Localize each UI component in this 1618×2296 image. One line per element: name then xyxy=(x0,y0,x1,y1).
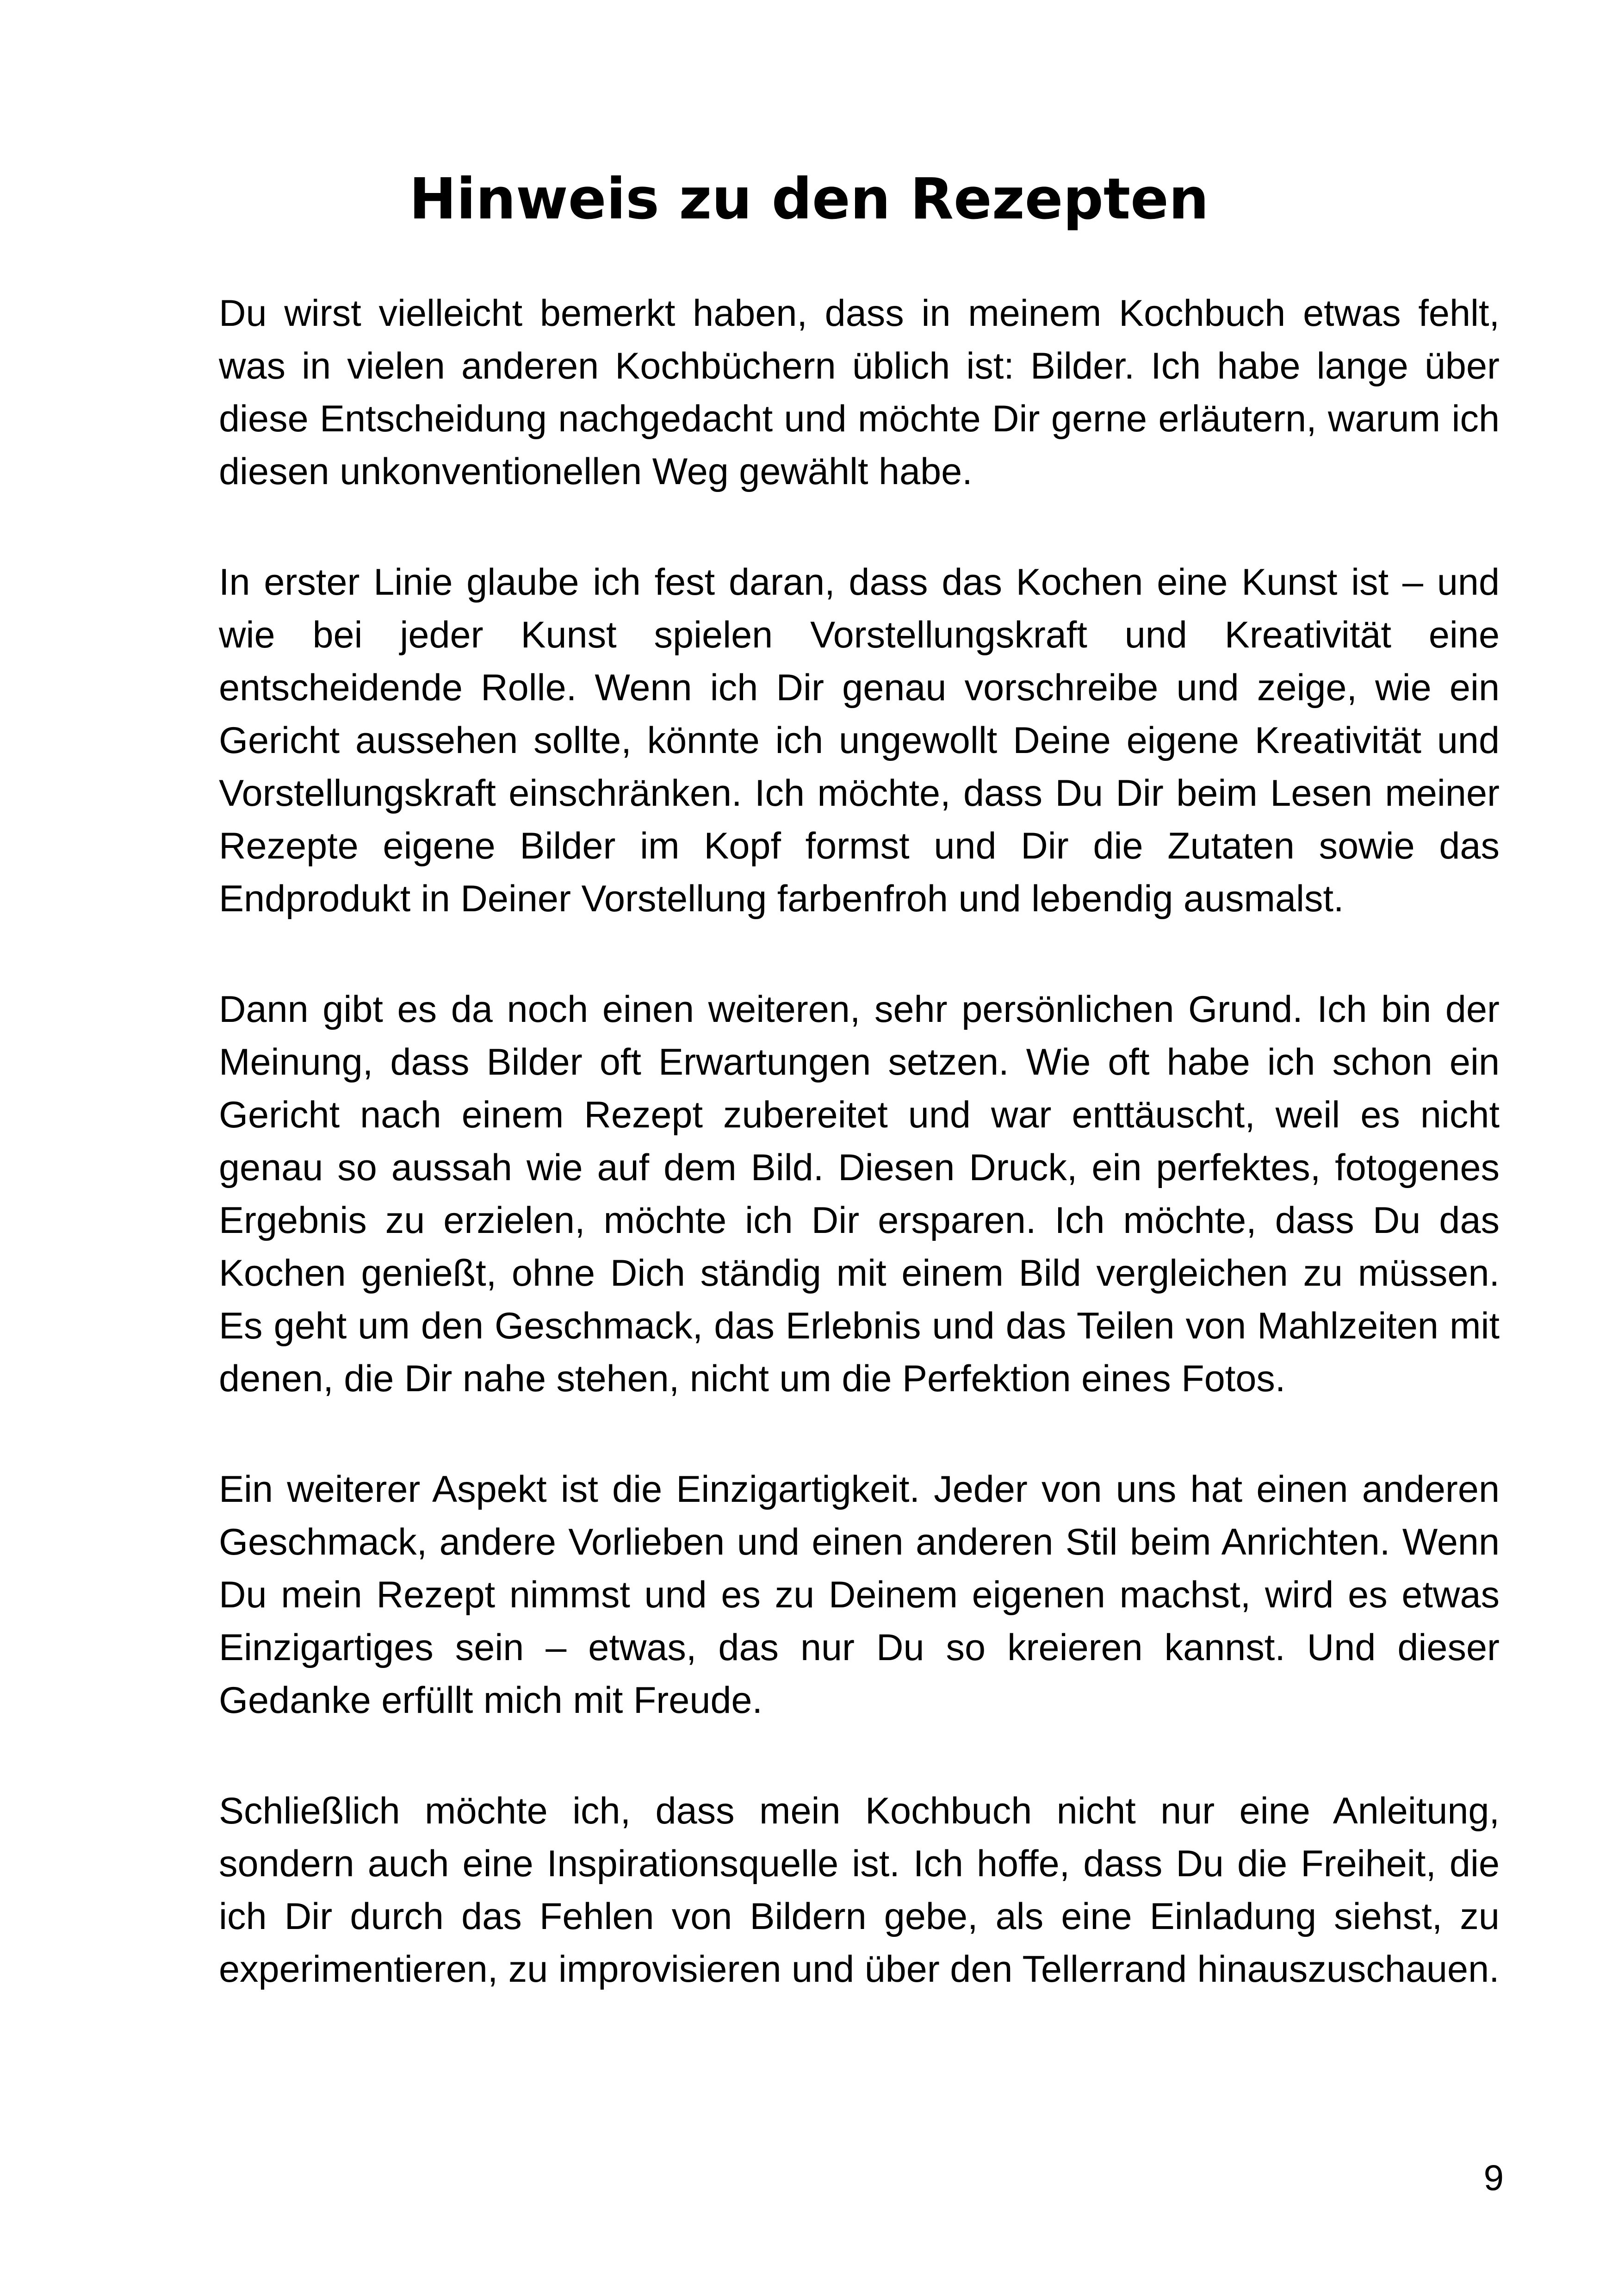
page-number: 9 xyxy=(1483,2157,1504,2198)
paragraph-5: Schließlich möchte ich, dass mein Kochbuch nicht nur eine Anleitung, sondern auch eine Inspirationsquelle ist. Ich hoffe, dass Du die Freiheit, die ich Dir durch das Fehlen von Bildern gebe, als eine Einladung siehst, zu experimentieren, zu improvisieren und über den Tellerrand hinauszuschauen. xyxy=(219,1790,1500,1990)
page-title: Hinweis zu den Rezepten xyxy=(409,166,1209,232)
paragraph-2: In erster Linie glaube ich fest daran, dass das Kochen eine Kunst ist – und wie bei jeder Kunst spielen Vorstellungskraft und Kreativität eine entscheidende Rolle. Wenn ich Dir genau vorschreibe und zeige, wie ein Gericht aussehen sollte, könnte ich ungewollt Deine eigene Kreativität und Vorstellungskraft einschränken. Ich möchte, dass Du Dir beim Lesen meiner Rezepte eigene Bilder im Kopf formst und Dir die Zutaten sowie das Endprodukt in Deiner Vorstellung farbenfroh und lebendig ausmalst. xyxy=(219,561,1500,920)
body-text xyxy=(219,287,1500,2053)
paragraph-1: Du wirst vielleicht bemerkt haben, dass in meinem Kochbuch etwas fehlt, was in vielen anderen Kochbüchern üblich ist: Bilder. Ich habe lange über diese Entscheidung nachgedacht und möchte Dir gerne erläutern, warum ich diesen unkonventionellen Weg gewählt habe. xyxy=(219,292,1500,492)
paragraph-4: Ein weiterer Aspekt ist die Einzigartigkeit. Jeder von uns hat einen anderen Geschmack, andere Vorlieben und einen anderen Stil beim Anrichten. Wenn Du mein Rezept nimmst und es zu Deinem eigenen machst, wird es etwas Einzigartiges sein – etwas, das nur Du so kreieren kannst. Und dieser Gedanke erfüllt mich mit Freude. xyxy=(219,1468,1500,1721)
paragraph-3: Dann gibt es da noch einen weiteren, sehr persönlichen Grund. Ich bin der Meinung, dass Bilder oft Erwartungen setzen. Wie oft habe ich schon ein Gericht nach einem Rezept zubereitet und war enttäuscht, weil es nicht genau so aussah wie auf dem Bild. Diesen Druck, ein perfektes, fotogenes Ergebnis zu erzielen, möchte ich Dir ersparen. Ich möchte, dass Du das Kochen genießt, ohne Dich ständig mit einem Bild vergleichen zu müssen. Es geht um den Geschmack, das Erlebnis und das Teilen von Mahlzeiten mit denen, die Dir nahe stehen, nicht um die Perfektion eines Fotos. xyxy=(219,989,1500,1400)
